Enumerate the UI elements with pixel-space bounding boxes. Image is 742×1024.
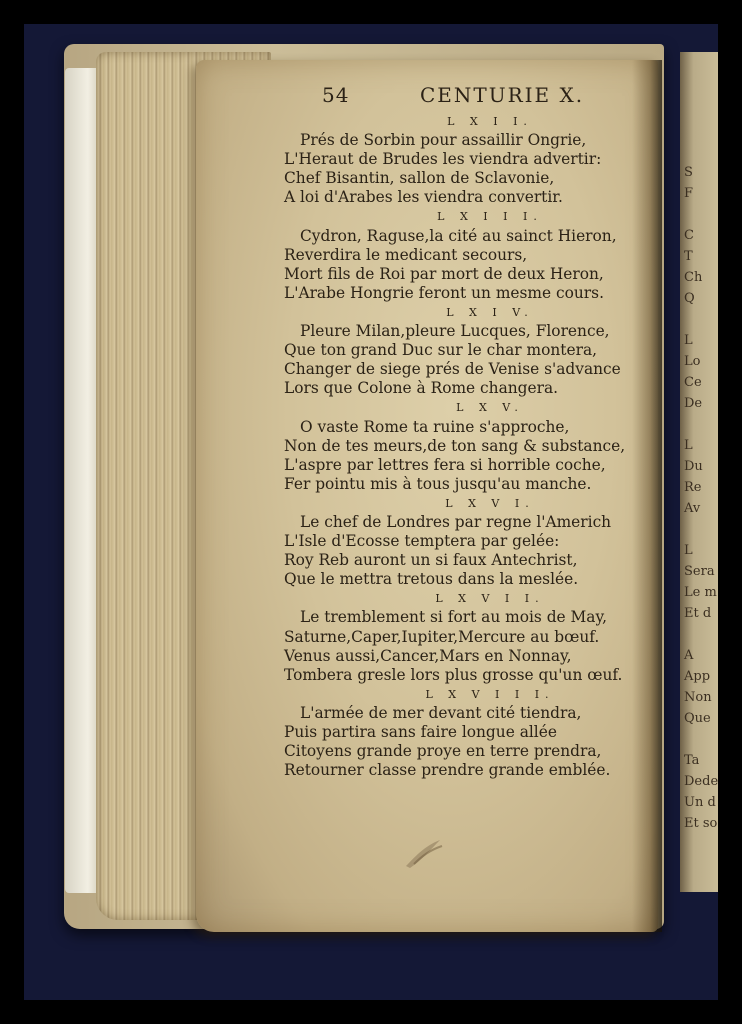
verse-line: Fer pointu mis à tous jusqu'au manche. bbox=[284, 474, 592, 493]
verse-line: Roy Reb auront un si faux Antechrist, bbox=[284, 551, 578, 570]
verse-line: Que le mettra tretous dans la meslée. bbox=[284, 570, 579, 589]
quatrain bbox=[284, 112, 656, 207]
verse-line: O vaste Rome ta ruine s'approche, bbox=[300, 417, 570, 436]
verse-line: Retourner classe prendre grande emblée. bbox=[284, 761, 611, 780]
facing-page-fragment: Un d bbox=[684, 795, 716, 810]
facing-page-fragment: Lo bbox=[684, 354, 701, 369]
page-number: 54 bbox=[322, 83, 350, 107]
verse-line: L'Arabe Hongrie feront un mesme cours. bbox=[284, 283, 604, 302]
verse-line: L'Isle d'Ecosse temptera par gelée: bbox=[284, 532, 560, 551]
verse-line: Prés de Sorbin pour assaillir Ongrie, bbox=[300, 131, 587, 150]
verse-line: A loi d'Arabes les viendra convertir. bbox=[284, 188, 563, 207]
verse-line: Puis partira sans faire longue allée bbox=[284, 723, 557, 741]
verse-line: L'aspre par lettres fera si horrible coche, bbox=[284, 455, 606, 474]
facing-page-fragment: Dede bbox=[684, 774, 718, 789]
verse-line: Mort fils de Roi par mort de deux Heron, bbox=[284, 264, 604, 283]
page-text bbox=[284, 83, 656, 780]
facing-page-fragment: Que bbox=[684, 711, 711, 726]
verse-line: Le chef de Londres par regne l'Americh bbox=[300, 512, 612, 531]
facing-page-fragment: Du bbox=[684, 459, 703, 474]
verse-line: Pleure Milan,pleure Lucques, Florence, bbox=[300, 322, 610, 341]
facing-page-fragment: Ta bbox=[684, 753, 700, 768]
facing-page-fragment bbox=[680, 729, 718, 750]
quatrain bbox=[284, 589, 656, 684]
facing-page-fragment bbox=[680, 624, 718, 645]
facing-page-fragment bbox=[680, 519, 718, 540]
quatrain-numeral: L X I V. bbox=[446, 305, 534, 319]
quatrain-list bbox=[284, 112, 656, 780]
verse-line: Citoyens grande proye en terre prendra, bbox=[284, 742, 602, 761]
verse-line: Saturne,Caper,Iupiter,Mercure au bœuf. bbox=[284, 627, 600, 646]
facing-page-fragment: F bbox=[684, 186, 694, 201]
facing-page-fragment: Et so bbox=[684, 816, 718, 831]
quatrain-numeral: L X I I I. bbox=[437, 210, 543, 224]
verse-line: Tombera gresle lors plus grosse qu'un œuf. bbox=[284, 665, 623, 684]
verse-line: Que ton grand Duc sur le char montera, bbox=[284, 341, 598, 360]
quatrain-numeral: L X V. bbox=[456, 401, 524, 415]
facing-page-fragment bbox=[680, 204, 718, 225]
facing-page-fragment: L bbox=[684, 333, 693, 348]
facing-page-fragment: Le m bbox=[684, 585, 717, 600]
page-header bbox=[284, 83, 656, 112]
quatrain bbox=[284, 685, 656, 780]
verse-line: Lors que Colone à Rome changera. bbox=[284, 379, 559, 398]
facing-page-fragment bbox=[680, 309, 718, 330]
facing-page-fragment: L bbox=[684, 438, 693, 453]
facing-page-fragment: Et d bbox=[684, 606, 712, 621]
facing-page-fragment: Ce bbox=[684, 375, 702, 390]
quatrain bbox=[284, 207, 656, 302]
facing-page bbox=[680, 52, 718, 892]
quatrain bbox=[284, 494, 656, 589]
verse-line: L'armée de mer devant cité tiendra, bbox=[300, 703, 582, 722]
facing-page-fragment: De bbox=[684, 396, 703, 411]
facing-page-fragment: App bbox=[684, 669, 711, 684]
facing-page-fragment: Av bbox=[684, 501, 701, 516]
quatrain-numeral: L X V I I I. bbox=[425, 687, 555, 701]
facing-page-fragment bbox=[680, 414, 718, 435]
quatrain-numeral: L X V I. bbox=[445, 496, 535, 510]
ink-flourish bbox=[400, 836, 448, 872]
facing-page-fragment: Sera bbox=[684, 564, 715, 579]
verse-line: L'Heraut de Brudes les viendra advertir: bbox=[284, 150, 602, 169]
facing-page-fragment: Q bbox=[684, 291, 695, 306]
quatrain bbox=[284, 398, 656, 493]
verse-line: Chef Bisantin, sallon de Sclavonie, bbox=[284, 169, 555, 188]
verse-line: Non de tes meurs,de ton sang & substance, bbox=[284, 436, 626, 455]
running-head: CENTURIE X. bbox=[420, 83, 585, 107]
quatrain-numeral: L X V I I. bbox=[435, 592, 545, 606]
verse-line: Venus aussi,Cancer,Mars en Nonnay, bbox=[284, 646, 572, 665]
facing-page-fragment: Non bbox=[684, 690, 712, 705]
facing-page-fragment: S bbox=[684, 165, 693, 180]
facing-page-fragment: L bbox=[684, 543, 693, 558]
quatrain-numeral: L X I I. bbox=[447, 115, 533, 128]
verse-line: Le tremblement si fort au mois de May, bbox=[300, 608, 608, 627]
facing-page-fragment: A bbox=[684, 648, 694, 663]
verse-line: Reverdira le medicant secours, bbox=[284, 245, 528, 264]
facing-page-fragment: Re bbox=[684, 480, 702, 495]
facing-page-fragment: C bbox=[684, 228, 694, 243]
verse-line: Changer de siege prés de Venise s'advance bbox=[284, 360, 621, 379]
facing-page-fragment: Ch bbox=[684, 270, 703, 285]
verse-line: Cydron, Raguse,la cité au sainct Hieron, bbox=[300, 226, 617, 245]
quatrain bbox=[284, 303, 656, 398]
facing-page-fragment: T bbox=[684, 249, 693, 264]
